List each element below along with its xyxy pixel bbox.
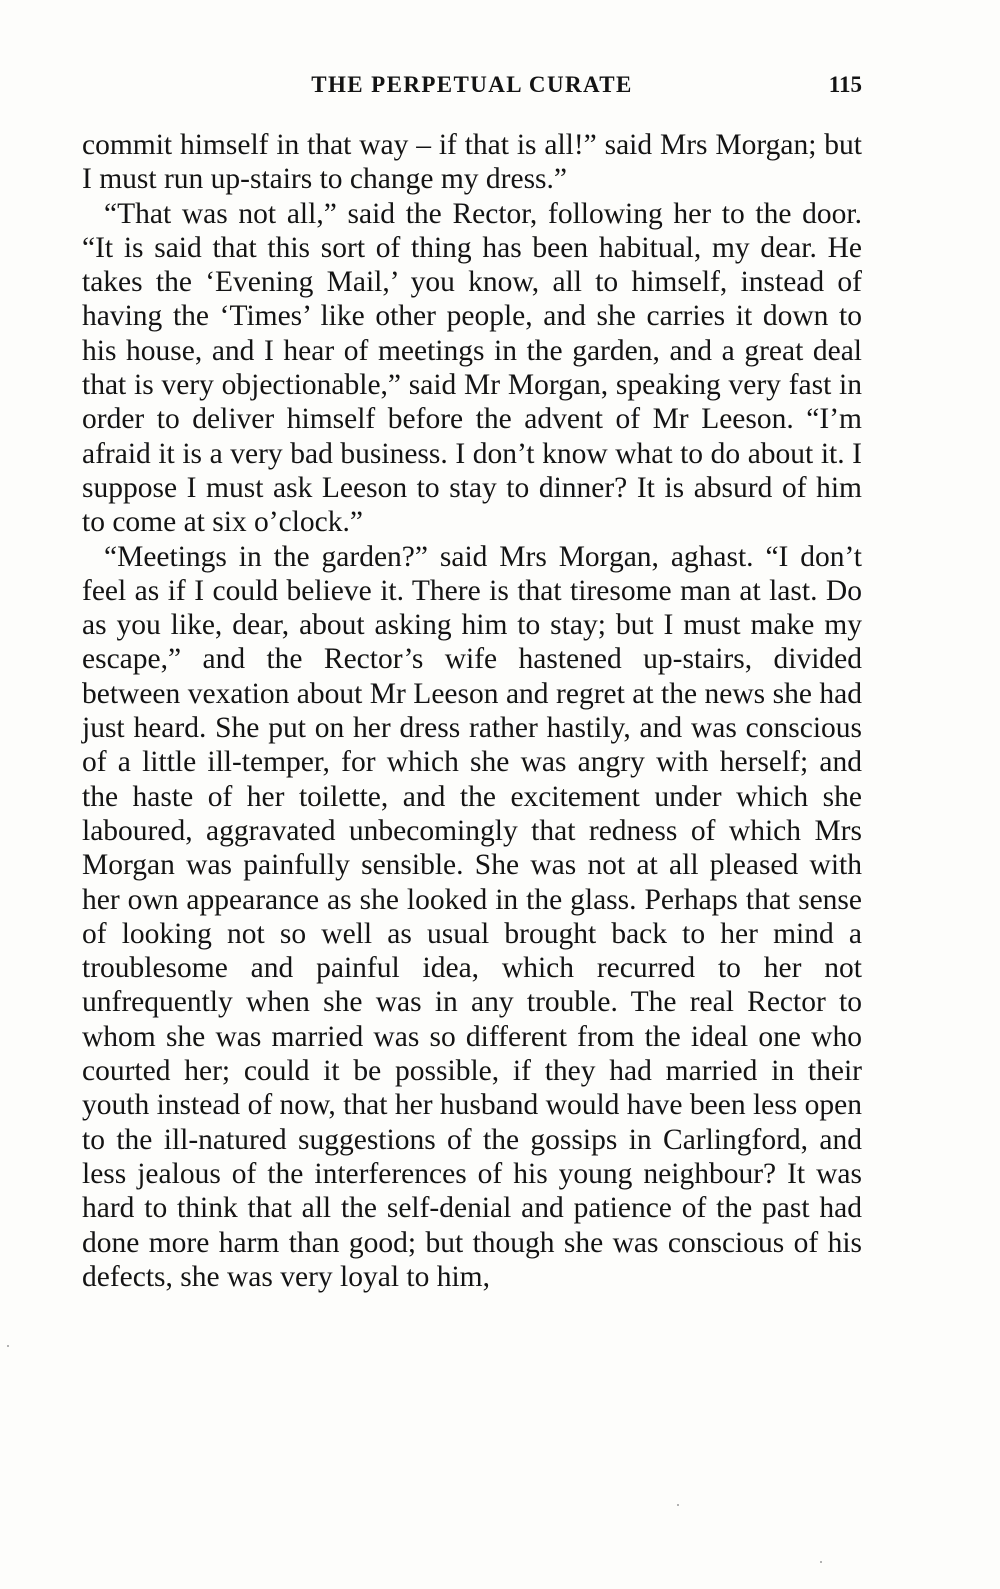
scan-speck [820, 1561, 822, 1563]
paragraph-2: “That was not all,” said the Rector, following her to the door. “It is said that this sort of thing has been habitual, my dear. He takes the ‘Evening Mail,’ you know, all to himself, instead of having the ‘Times’ like other people, and she carries it down to his house, and I hear of meetings in the garden, and a great deal that is very objectionable,” said Mr Morgan, speaking very fast in order to deliver himself before the advent of Mr Leeson. “I’m afraid it is a very bad business. I don’t know what to do about it. I suppose I must ask Leeson to stay to dinner? It is absurd of him to come at six o’clock.” [82, 197, 862, 539]
scan-speck [7, 1345, 9, 1347]
running-title: THE PERPETUAL CURATE [311, 72, 633, 97]
page-number: 115 [828, 72, 862, 97]
paragraph-3: “Meetings in the garden?” said Mrs Morgan, aghast. “I don’t feel as if I could believe it. There is that tiresome man at last. Do as you like, dear, about asking him to stay; but I must make my escape,” and the Rector’s wife hastened up-stairs, divided between vexation about Mr Leeson and regret at the news she had just heard. She put on her dress rather hastily, and was conscious of a little ill-temper, for which she was angry with herself; and the haste of her toilette, and the excitement under which she laboured, aggravated unbecomingly that redness of which Mrs Morgan was painfully sensible. She was not at all pleased with her own appearance as she looked in the glass. Perhaps that sense of looking not so well as usual brought back to her mind a troublesome and painful idea, which recurred to her not unfrequently when she was in any trouble. The real Rector to whom she was married was so different from the ideal one who courted her; could it be possible, if they had married in their youth instead of now, that her husband would have been less open to the ill-natured suggestions of the gossips in Carlingford, and less jealous of the interferences of his young neighbour? It was hard to think that all the self-denial and patience of the past had done more harm than good; but though she was conscious of his defects, she was very loyal to him, [82, 540, 862, 1293]
scan-speck [677, 1504, 679, 1506]
running-header [82, 72, 862, 106]
body-text [82, 128, 862, 1294]
paragraph-1: commit himself in that way – if that is all!” said Mrs Morgan; but I must run up-stairs to change my dress.” [82, 129, 862, 196]
